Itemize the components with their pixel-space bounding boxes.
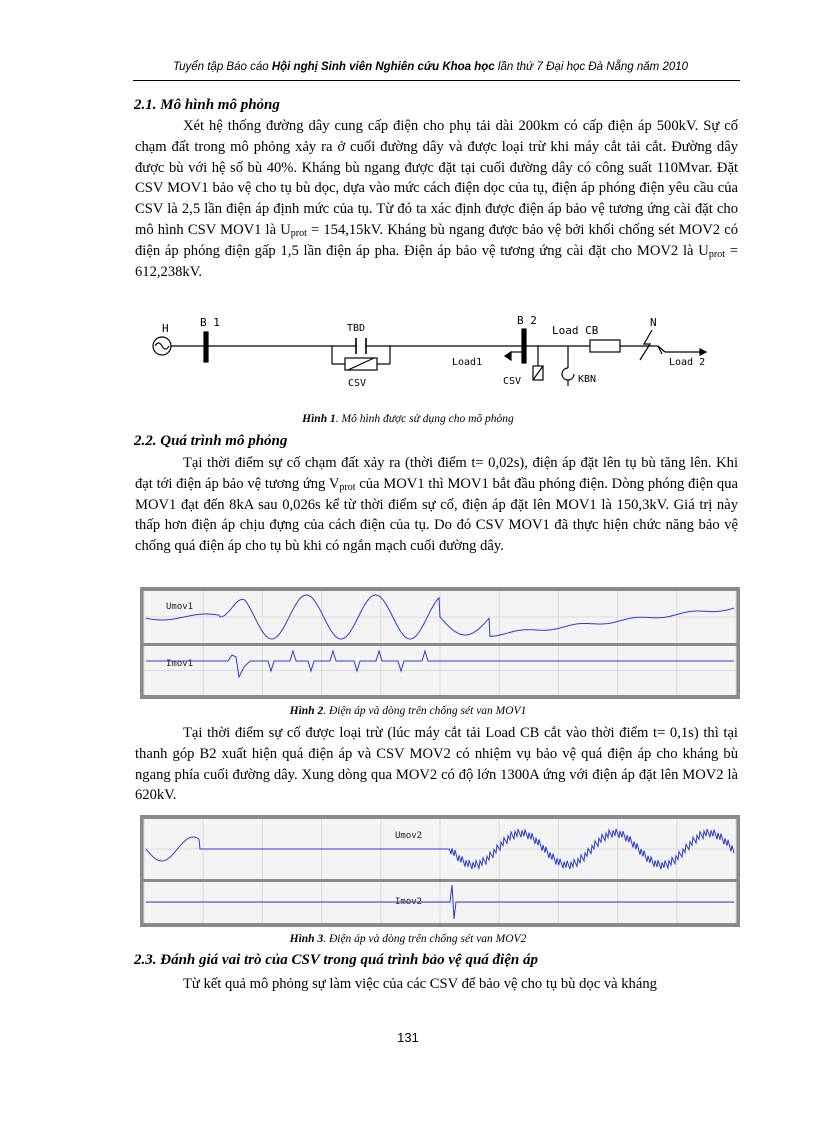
running-header: Tuyển tập Báo cáo Hội nghị Sinh viên Nghiên cứu Khoa học lần thứ 7 Đại học Đà Nẵng năm 2010 bbox=[172, 61, 689, 73]
section-title-2-3: 2.3. Đánh giá vai trò của CSV trong quá trình bảo vệ quá điện áp bbox=[134, 952, 538, 968]
section-title-2-2: 2.2. Quá trình mô phỏng bbox=[134, 433, 288, 449]
label-kbn: KBN bbox=[578, 374, 597, 385]
load2-arrow bbox=[700, 349, 706, 355]
load-cb-icon bbox=[590, 340, 620, 352]
label-tbd: TBD bbox=[347, 323, 366, 334]
label-n: N bbox=[650, 316, 657, 329]
figure-3-plot bbox=[140, 815, 740, 927]
figure-2-plot bbox=[140, 587, 740, 699]
label-csv2: CSV bbox=[503, 376, 522, 387]
page-number: 131 bbox=[397, 1030, 419, 1045]
label-csv1: CSV bbox=[348, 378, 367, 389]
header-rule bbox=[133, 80, 740, 81]
label-imov2: Imov2 bbox=[395, 897, 423, 907]
label-imov1: Imov1 bbox=[166, 659, 194, 669]
label-load-cb: Load CB bbox=[552, 324, 599, 337]
figure-2-caption: Hình 2. Điện áp và dòng trên chống sét van MOV1 bbox=[289, 705, 527, 717]
figure-3-caption: Hình 3. Điện áp và dòng trên chống sét van MOV2 bbox=[289, 933, 527, 945]
label-umov2: Umov2 bbox=[395, 831, 423, 841]
fault-bolt-icon bbox=[640, 330, 652, 360]
paragraph-evaluation: Từ kết quả mô phỏng sự làm việc của các CSV để bảo vệ cho tụ bù dọc và kháng bbox=[183, 976, 657, 992]
bus-b1 bbox=[204, 332, 208, 362]
paragraph-fault-clearing: Tại thời điểm sự cố được loại trừ (lúc máy cắt tải Load CB cắt vào thời điểm t= 0,1s) thì tại thanh góp B2 xuất hiện quá điện áp và CSV MOV2 có nhiệm vụ bảo vệ quá điện áp cho kháng bù ngang phía cuối đường dây. Xung dòng qua MOV2 có độ lớn 1300A ứng với điện áp đặt lên MOV2 là 620kV. bbox=[135, 725, 738, 804]
paragraph-simulation: Tại thời điểm sự cố chạm đất xảy ra (thời điểm t= 0,02s), điện áp đặt lên tụ bù tăng lên. Khi đạt tới điện áp bảo vệ tương ứng $V_{prot}$ của MOV1 thì MOV1 bắt đầu phóng điện. Dòng phóng điện qua MOV1 đạt đến 8kA sau 0,026s kể từ thời điểm sự cố, điện áp đặt lên MOV1 là 150,3kV. Giá trị này thấp hơn điện áp chịu đựng của cách điện của tụ. Do đó CSV MOV1 đã thực hiện chức năng bảo vệ chống quá điện áp cho tụ bù khi có ngắn mạch cuối đường dây. bbox=[135, 455, 738, 555]
sine-symbol bbox=[155, 343, 169, 349]
load1-arrow bbox=[505, 352, 511, 360]
label-b2: B 2 bbox=[517, 314, 537, 327]
label-b1: B 1 bbox=[200, 316, 220, 329]
figure-1-caption: Hình 1. Mô hình được sử dụng cho mô phỏng bbox=[302, 413, 514, 425]
paragraph-model: Xét hệ thống đường dây cung cấp điện cho phụ tải dài 200km có cấp điện áp 500kV. Sự cố chạm đất trong mô phỏng xảy ra ở cuối đường dây và được loại trừ khi máy cắt tải cắt. Đường dây được bù với hệ số bù 40%. Kháng bù ngang được đặt tại cuối đường dây có công suất 110Mvar. Đặt CSV MOV1 bảo vệ cho tụ bù dọc, dựa vào mức cách điện dọc của tụ, điện áp phóng điện yêu cầu của CSV là 2,5 lần điện áp định mức của tụ. Từ đó ta xác định được điện áp bảo vệ tương ứng cài đặt cho mô hình CSV MOV1 là $U_{prot} = 154,15kV$. Kháng bù ngang được bảo vệ bởi khối chống sét MOV2 có điện áp phóng điện gấp 1,5 lần điện áp pha. Điện áp bảo vệ tương ứng cài đặt cho MOV2 là $U_{prot} = 612,238kV$. bbox=[135, 118, 738, 280]
label-h: H bbox=[162, 322, 169, 335]
label-load2: Load 2 bbox=[669, 357, 706, 368]
label-load1: Load1 bbox=[452, 357, 483, 368]
section-title-2-1: 2.1. Mô hình mô phỏng bbox=[134, 97, 280, 113]
figure-1-diagram bbox=[140, 312, 720, 400]
label-umov1: Umov1 bbox=[166, 602, 194, 612]
kbn-icon bbox=[562, 368, 574, 380]
